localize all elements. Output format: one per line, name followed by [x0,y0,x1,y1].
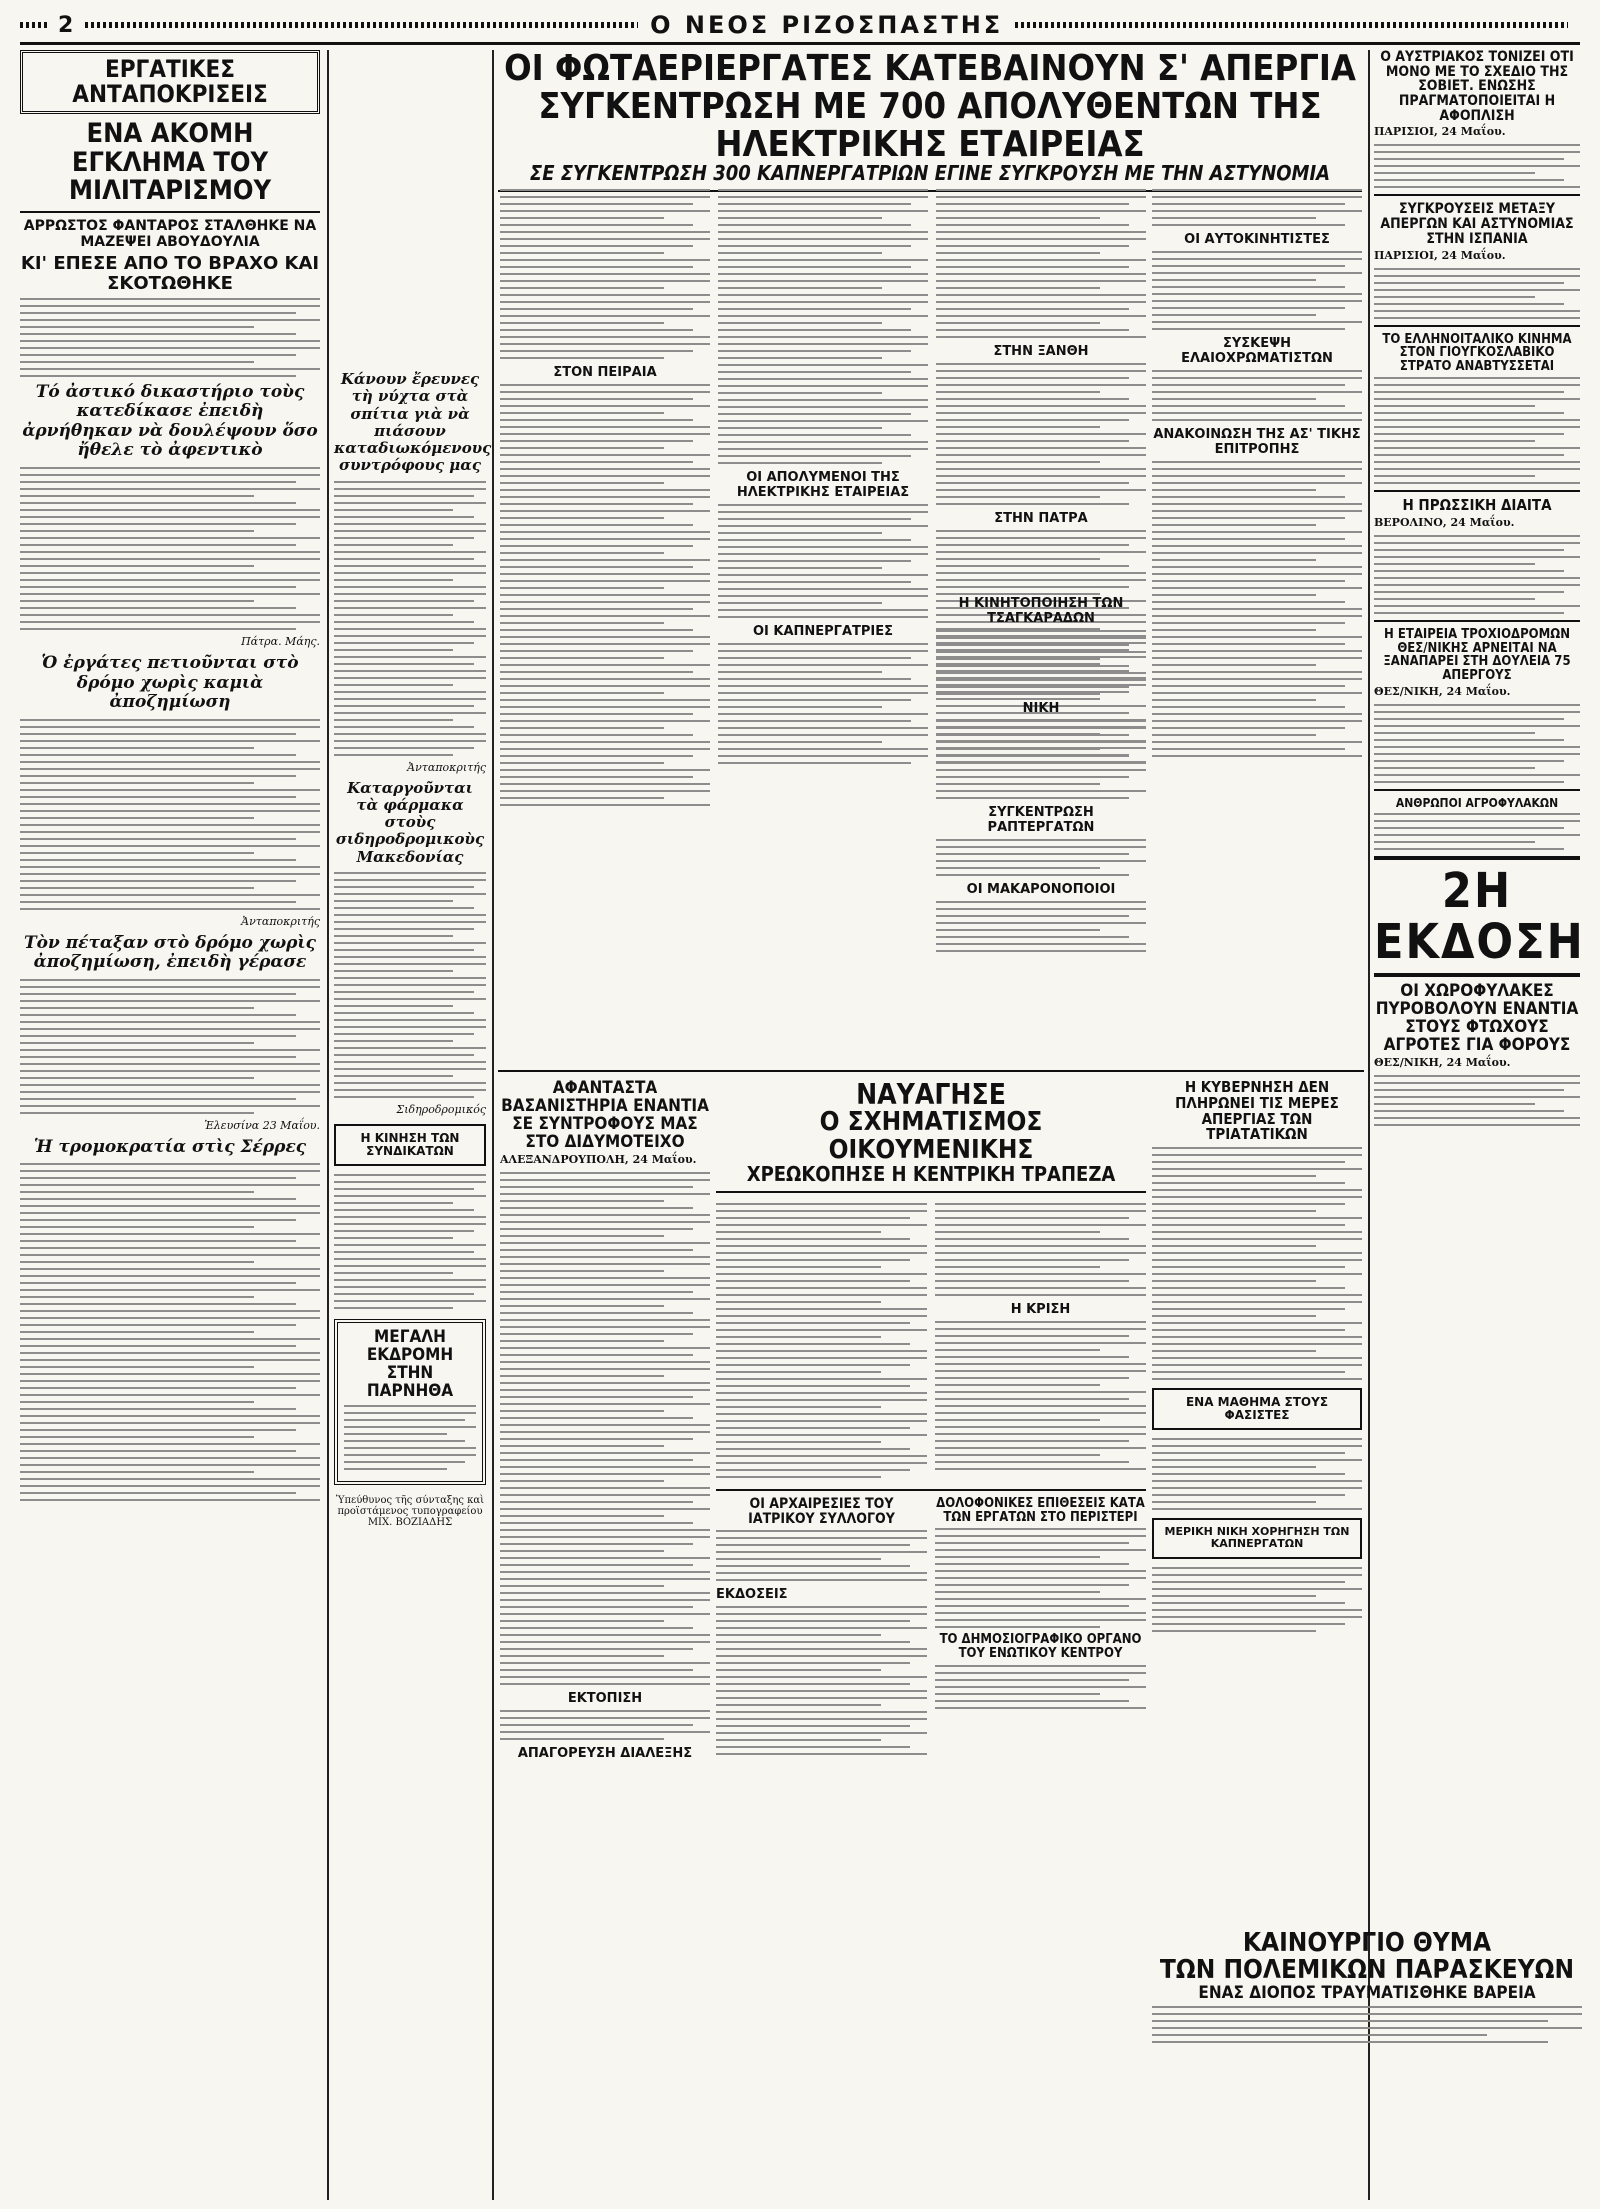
tram-headline: Η ΕΤΑΙΡΕΙΑ ΤΡΟΧΙΟΔΡΟΜΩΝ ΘΕΣ/ΝΙΚΗΣ ΑΡΝΕΙΤΑΙ ΝΑ ΞΑΝΑΠΑΡΕΙ ΣΤΗ ΔΟΥΛΕΙΑ 75 ΑΠΕΡΓΟΥΣ [1383,627,1571,684]
subheading: ΟΙ ΜΑΚΑΡΟΝΟΠΟΙΟΙ [966,882,1116,897]
main-col-a [500,185,710,811]
subheading: ΟΙ ΑΥΤΟΚΙΝΗΤΙΣΤΕΣ [1184,232,1330,247]
main-headline-1: ΟΙ ΦΩΤΑΕΡΙΕΡΓΑΤΕΣ ΚΑΤΕΒΑΙΝΟΥΝ Σ' ΑΠΕΡΓΙΑ [504,48,1356,89]
doctors-headline: ΟΙ ΑΡΧΑΙΡΕΣΙΕΣ ΤΟΥ ΙΑΤΡΙΚΟΥ ΣΥΛΛΟΓΟΥ [748,1495,895,1527]
subheading: ΕΚΤΟΠΙΣΗ [567,1691,643,1707]
item-title: Ἡ τρομοκρατία στὶς Σέρρες [33,1136,307,1157]
footer-credit: Ὑπεύθυνος τῆς σύνταξης καὶ προϊστάμενος τυπογραφείου ΜΙΧ. ΒΟΖΙΑΔΗΣ [335,1494,485,1528]
agro-headline: ΑΝΘΡΩΠΟΙ ΑΓΡΟΦΥΛΑΚΩΝ [1395,795,1559,810]
subheading: ΣΥΣΚΕΨΗ ΕΛΑΙΟΧΡΩΜΑΤΙΣΤΩΝ [1181,336,1333,366]
item-signature: Σιδηροδρομικός [396,1102,486,1116]
main-col-c2 [936,590,1146,957]
subheading: ΝΙΚΗ [1022,701,1060,716]
column-1 [20,50,320,1506]
item-signature: Ἀνταποκριτής [241,914,320,928]
subheading: ΑΠΑΓΟΡΕΥΣΗ ΔΙΑΛΕΞΗΣ [517,1746,693,1762]
section-box: Η ΚΙΝΗΣΗ ΤΩΝ ΣΥΝΔΙΚΑΤΩΝ [334,1124,486,1166]
paper-title: Ο ΝΕΟΣ ΡΙΖΟΣΠΑΣΤΗΣ [650,11,1004,39]
headline: ΕΝΑ ΑΚΟΜΗ ΕΓΚΛΗΜΑ ΤΟΥ ΜΙΛΙΤΑΡΙΣΜΟΥ [68,118,272,207]
new-victim-story: ΚΑΙΝΟΥΡΓΙΟ ΘΥΜΑ ΤΩΝ ΠΟΛΕΜΙΚΩΝ ΠΑΡΑΣΚΕΥΩΝ ΕΝΑΣ ΔΙΟΠΟΣ ΤΡΑΥΜΑΤΙΣΘΗΚΕ ΒΑΡΕΙΑ [1152,1930,1582,2048]
attacks-headline: ΔΟΛΟΦΟΝΙΚΕΣ ΕΠΙΘΕΣΕΙΣ ΚΑΤΑ ΤΩΝ ΕΡΓΑΤΩΝ ΣΤΟ ΠΕΡΙΣΤΕΡΙ [936,1495,1145,1525]
section-label: ΕΡΓΑΤΙΚΕΣ ΑΝΤΑΠΟΚΡΙΣΕΙΣ [20,50,320,114]
prussia-headline: Η ΠΡΩΣΣΙΚΗ ΔΙΑΙΤΑ [1402,496,1552,515]
spain-headline: ΣΥΓΚΡΟΥΣΕΙΣ ΜΕΤΑΞΥ ΑΠΕΡΓΩΝ ΚΑΙ ΑΣΤΥΝΟΜΙΑΣ ΣΤΗΝ ΙΣΠΑΝΙΑ [1380,201,1574,247]
subheading: Η ΚΙΝΗΤΟΠΟΙΗΣΗ ΤΩΝ ΤΣΑΓΚΑΡΑΔΩΝ [958,596,1124,626]
municipal-headline: ΤΟ ΔΗΜΟΣΙΟΓΡΑΦΙΚΟ ΟΡΓΑΝΟ ΤΟΥ ΕΝΩΤΙΚΟΥ ΚΕΝΤΡΟΥ [939,1632,1142,1661]
main-headline-3: ΣΕ ΣΥΓΚΕΝΤΡΩΣΗ 300 ΚΑΠΝΕΡΓΑΤΡΙΩΝ ΕΓΙΝΕ ΣΥΓΚΡΟΥΣΗ ΜΕ ΤΗΝ ΑΣΤΥΝΟΜΙΑ [529,161,1331,186]
soldiers-headline: Η ΚΥΒΕΡΝΗΣΗ ΔΕΝ ΠΛΗΡΩΝΕΙ ΤΙΣ ΜΕΡΕΣ ΑΠΕΡΓΙΑΣ ΤΩΝ ΤΡΙΑΤΑΤΙΚΩΝ [1175,1078,1339,1144]
excursion-box: ΜΕΓΑΛΗ ΕΚΔΡΟΜΗ ΣΤΗΝ ΠΑΡΝΗΘΑ [334,1319,486,1484]
subheading: ΣΤΗΝ ΞΑΝΘΗ [993,344,1089,359]
item-title: Ὁ ἐργάτες πετιοῦνται στὸ δρόμο χωρὶς καμιὰ ἀποζημίωση [41,652,299,713]
government-story: ΝΑΥΑΓΗΣΕ Ο ΣΧΗΜΑΤΙΣΜΟΣ ΟΙΚΟΥΜΕΝΙΚΗΣ ΧΡΕΩΚΟΠΗΣΕ Η ΚΕΝΤΡΙΚΗ ΤΡΑΠΕΖΑ Η ΚΡΙΣΗ ΟΙ ΑΡΧΑΙΡΕΣΙΕΣ ΤΟΥ ΙΑΤΡΙΚΟΥ ΣΥΛΛΟΓΟΥ ΕΚΔΟΣΕΙΣ ΔΟΛΟΦΟΝΙΚΕΣ ΕΠΙΘΕΣΕΙΣ ΚΑΤΑ ΤΩΝ ΕΡΓΑΤΩΝ ΣΤΟ ΠΕΡΙΣΤΕΡΙ ΤΟ ΔΗΜΟΣΙΟΓΡΑΦΙΚΟ ΟΡΓΑΝΟ ΤΟΥ ΕΝΩΤΙΚΟΥ ΚΕΝΤΡΟΥ [716,1080,1146,1760]
loan-headline: ΤΟ ΕΛΛΗΝΟΙΤΑΛΙΚΟ ΚΙΝΗΜΑ ΣΤΟΝ ΓΙΟΥΓΚΟΣΛΑΒΙΚΟ ΣΤΡΑΤΟ ΑΝΑΒΤΥΣΣΕΤΑΙ [1382,331,1572,374]
tobacco-box: ΜΕΡΙΚΗ ΝΙΚΗ ΧΟΡΗΓΗΣΗ ΤΩΝ ΚΑΠΝΕΡΓΑΤΩΝ [1152,1518,1362,1558]
subhead-2: ΚΙ' ΕΠΕΣΕ ΑΠΟ ΤΟ ΒΡΑΧΟ ΚΑΙ ΣΚΟΤΩΘΗΚΕ [20,253,320,294]
main-col-d [1152,185,1362,762]
main-story [498,50,1362,198]
second-edition: 2Η ΕΚΔΟΣΗ [1374,863,1585,970]
item-signature: Ἀνταποκριτής [407,760,486,774]
item-title: Τὸν πέταξαν στὸ δρόμο χωρὶς ἀποζημίωση, ἐπειδὴ γέρασε [23,932,317,973]
item-title: Κάνουν ἔρευνες τὴ νύχτα στὰ σπίτια γιὰ νὰ πιάσουν καταδιωκόμενους συντρόφους μας [334,370,492,475]
page-number: 2 [20,13,73,38]
austria-headline: Ο ΑΥΣΤΡΙΑΚΟΣ ΤΟΝΙΖΕΙ ΟΤΙ ΜΟΝΟ ΜΕ ΤΟ ΣΧΕΔΙΟ ΤΗΣ ΣΟΒΙΕΤ. ΕΝΩΣΗΣ ΠΡΑΓΜΑΤΟΠΟΙΕΙΤΑΙ Η ΑΦΟΠΛΙΣΗ [1380,49,1574,124]
item-signature: Ἐλευσίνα 23 Μαΐου. [204,1118,320,1132]
fascists-box: ΕΝΑ ΜΑΘΗΜΑ ΣΤΟΥΣ ΦΑΣΙΣΤΕΣ [1152,1388,1362,1430]
subheading: Η ΚΡΙΣΗ [1010,1301,1071,1317]
column-2 [334,365,492,1534]
item-title: Τό ἀστικό δικαστήριο τοὺς κατεδίκασε ἐπειδὴ ἀρνήθηκαν νὰ δουλέψουν ὅσο ἤθελε τὸ ἀφεντικὸ [22,381,318,461]
item-signature: Πάτρα. Μάης. [241,634,320,648]
subheading: ΑΝΑΚΟΙΝΩΣΗ ΤΗΣ ΑΣ' ΤΙΚΗΣ ΕΠΙΤΡΟΠΗΣ [1153,427,1361,457]
right-column: Ο ΑΥΣΤΡΙΑΚΟΣ ΤΟΝΙΖΕΙ ΟΤΙ ΜΟΝΟ ΜΕ ΤΟ ΣΧΕΔΙΟ ΤΗΣ ΣΟΒΙΕΤ. ΕΝΩΣΗΣ ΠΡΑΓΜΑΤΟΠΟΙΕΙΤΑΙ Η ΑΦΟΠΛΙΣΗ ΠΑΡΙΣΙΟΙ, 24 Μαΐου. ΣΥΓΚΡΟΥΣΕΙΣ ΜΕΤΑΞΥ ΑΠΕΡΓΩΝ ΚΑΙ ΑΣΤΥΝΟΜΙΑΣ ΣΤΗΝ ΙΣΠΑΝΙΑ ΠΑΡΙΣΙΟΙ, 24 Μαΐου. ΤΟ ΕΛΛΗΝΟΙΤΑΛΙΚΟ ΚΙΝΗΜΑ ΣΤΟΝ ΓΙΟΥΓΚΟΣΛΑΒΙΚΟ ΣΤΡΑΤΟ ΑΝΑΒΤΥΣΣΕΤΑΙ Η ΠΡΩΣΣΙΚΗ ΔΙΑΙΤΑ ΒΕΡΟΛΙΝΟ, 24 Μαΐου. Η ΕΤΑΙΡΕΙΑ ΤΡΟΧΙΟΔΡΟΜΩΝ ΘΕΣ/ΝΙΚΗΣ ΑΡΝΕΙΤΑΙ ΝΑ ΞΑΝΑΠΑΡΕΙ ΣΤΗ ΔΟΥΛΕΙΑ 75 ΑΠΕΡΓΟΥΣ ΘΕΣ/ΝΙΚΗ, 24 Μαΐου. ΑΝΘΡΩΠΟΙ ΑΓΡΟΦΥΛΑΚΩΝ 2Η ΕΚΔΟΣΗ ΟΙ ΧΩΡΟΦΥΛΑΚΕΣ ΠΥΡΟΒΟΛΟΥΝ ΕΝΑΝΤΙΑ ΣΤΟΥΣ ΦΤΩΧΟΥΣ ΑΓΡΟΤΕΣ ΓΙΑ ΦΟΡΟΥΣ ΘΕΣ/ΝΙΚΗ, 24 Μαΐου. [1374,50,1580,1131]
masthead [20,8,1580,45]
lower-right-col [1152,1080,1362,1637]
subheading: ΣΤΟΝ ΠΕΙΡΑΙΑ [553,365,657,380]
subheading: ΟΙ ΑΠΟΛΥΜΕΝΟΙ ΤΗΣ ΗΛΕΚΤΡΙΚΗΣ ΕΤΑΙΡΕΙΑΣ [736,470,910,500]
subhead: ΑΡΡΩΣΤΟΣ ΦΑΝΤΑΡΟΣ ΣΤΑΛΘΗΚΕ ΝΑ ΜΑΖΕΨΕΙ ΑΒΟΥΔΟΥΛΙΑ [23,218,317,250]
item-title: Καταργοῦνται τὰ φάρμακα στοὺς σιδηροδρομικοὺς Μακεδονίας [335,778,485,866]
subheading: ΣΤΗΝ ΠΑΤΡΑ [994,511,1088,526]
subheading: ΣΥΓΚΕΝΤΡΩΣΗ ΡΑΠΤΕΡΓΑΤΩΝ [987,805,1095,835]
subheading: ΕΚΔΟΣΕΙΣ [716,1587,788,1603]
main-headline-2: ΣΥΓΚΕΝΤΡΩΣΗ ΜΕ 700 ΑΠΟΛΥΘΕΝΤΩΝ ΤΗΣ ΗΛΕΚΤΡΙΚΗΣ ΕΤΑΙΡΕΙΑΣ [538,85,1322,165]
gendarmes-headline: ΟΙ ΧΩΡΟΦΥΛΑΚΕΣ ΠΥΡΟΒΟΛΟΥΝ ΕΝΑΝΤΙΑ ΣΤΟΥΣ ΦΤΩΧΟΥΣ ΑΓΡΟΤΕΣ ΓΙΑ ΦΟΡΟΥΣ [1375,981,1579,1055]
main-col-b [718,185,928,769]
torture-story: ΑΦΑΝΤΑΣΤΑ ΒΑΣΑΝΙΣΤΗΡΙΑ ΕΝΑΝΤΙΑ ΣΕ ΣΥΝΤΡΟΦΟΥΣ ΜΑΣ ΣΤΟ ΔΙΔΥΜΟΤΕΙΧΟ ΑΛΕΞΑΝΔΡΟΥΠΟΛΗ, 24 Μαΐου. ΕΚΤΟΠΙΣΗ ΑΠΑΓΟΡΕΥΣΗ ΔΙΑΛΕΞΗΣ [500,1078,709,1762]
subheading: ΟΙ ΚΑΠΝΕΡΓΑΤΡΙΕΣ [752,624,894,639]
